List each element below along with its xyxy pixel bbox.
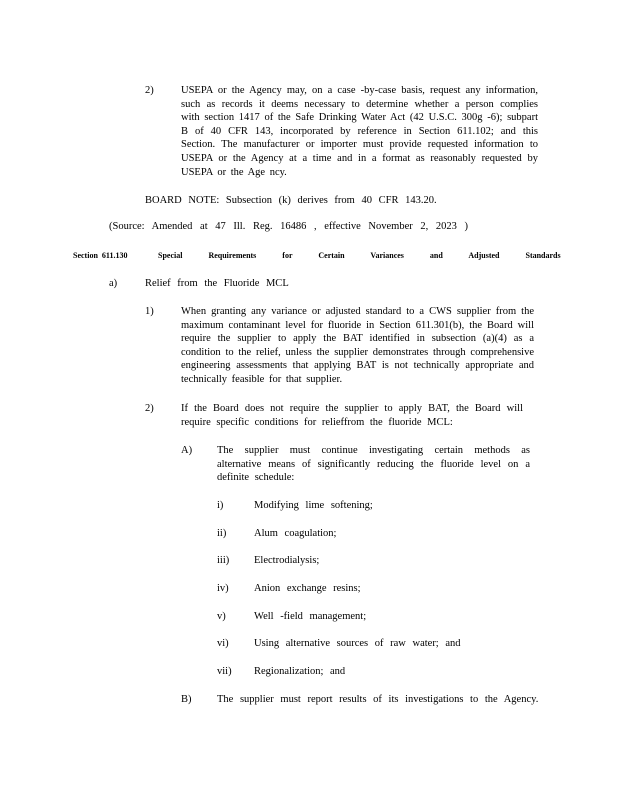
a1-text: When granting any variance or adjusted standard to a CWS supplier from the maximum contaminant level for fluoride in Section 611.301(b), the Board will require the supplier to apply the BAT identified in subsection (a)(4) as a condition to the relief, unless the supplier demonstrates through comprehensive engineering assessments that applying BAT is not technically appropriate and technically feasible for that supplier. <box>181 306 534 385</box>
method-text: Anion exchange resins; <box>254 583 361 594</box>
method-text: Electrodialysis; <box>254 555 320 566</box>
method-text: Modifying lime softening; <box>254 500 373 511</box>
method-text: Using alternative sources of raw water; and <box>254 638 461 649</box>
method-label: iv) <box>217 583 229 594</box>
method-label: vi) <box>217 638 229 649</box>
method-label: vii) <box>217 666 232 677</box>
method-label: i) <box>217 500 224 511</box>
board-note: BOARD NOTE: Subsection (k) derives from 40 CFR 143.20. <box>145 195 437 206</box>
item-2-label: 2) <box>145 85 154 96</box>
method-text: Well -field management; <box>254 611 367 622</box>
subsection-a-label: a) <box>109 278 118 289</box>
A-label: A) <box>181 445 193 456</box>
B-text: The supplier must report results of its investigations to the Agency. <box>217 694 539 705</box>
a2-label: 2) <box>145 403 154 414</box>
section-number: Section 611.130 <box>73 251 128 260</box>
method-label: v) <box>217 611 226 622</box>
subsection-a-heading: Relief from the Fluoride MCL <box>145 278 289 289</box>
method-text: Regionalization; and <box>254 666 346 677</box>
B-label: B) <box>181 694 192 705</box>
method-label: iii) <box>217 555 230 566</box>
item-2-text: USEPA or the Agency may, on a case -by-case basis, request any information, such as records it deems necessary to determine whether a person complies with section 1417 of the Safe Drinking Water Act (42 U.S.C. 300g -6); subpart B of 40 CFR 143, incorporated by reference in Section 611.102; and this Section. The manufacturer or importer must provide requested information to USEPA or the Agency at a time and in a format as reasonably requested by USEPA or the Age ncy. <box>181 85 538 178</box>
A-text: The supplier must continue investigating certain methods as alternative means of significantly reducing the fluoride level on a definite schedule: <box>217 445 530 484</box>
a1-label: 1) <box>145 306 154 317</box>
section-title: Special Requirements for Certain Variances and Adjusted Standards <box>158 251 561 260</box>
a2-text: If the Board does not require the supplier to apply BAT, the Board will require specific conditions for relieffrom the fluoride MCL: <box>181 403 523 428</box>
method-label: ii) <box>217 528 227 539</box>
method-text: Alum coagulation; <box>254 528 337 539</box>
source-note: (Source: Amended at 47 Ill. Reg. 16486 , effective November 2, 2023 ) <box>109 221 468 232</box>
